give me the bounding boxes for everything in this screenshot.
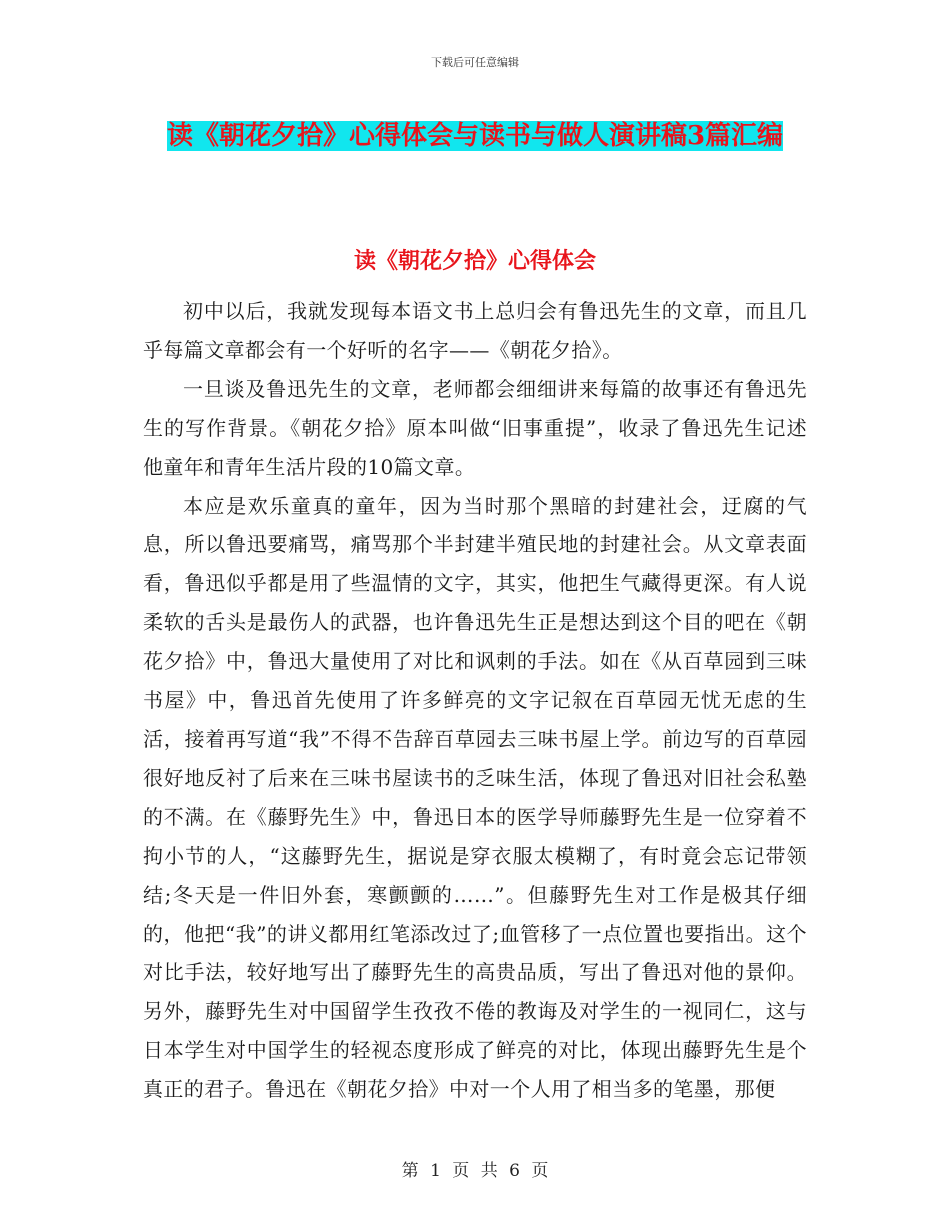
paragraph: 一旦谈及鲁迅先生的文章，老师都会细细讲来每篇的故事还有鲁迅先生的写作背景。《朝花夕拾》原本叫做“旧事重提”，收录了鲁迅先生记述他童年和青年生活片段的10篇文章。: [143, 376, 807, 479]
document-title-text: 读《朝花夕拾》心得体会与读书与做人演讲稿3篇汇编: [166, 121, 784, 151]
body-text: [143, 292, 807, 1109]
header-note: 下载后可任意编辑: [431, 56, 519, 69]
paragraph: 本应是欢乐童真的童年，因为当时那个黑暗的封建社会，迂腐的气息，所以鲁迅要痛骂，痛骂那个半封建半殖民地的封建社会。从文章表面看，鲁迅似乎都是用了些温情的文字，其实，他把生气藏得更深。有人说柔软的舌头是最伤人的武器，也许鲁迅先生正是想达到这个目的吧在《朝花夕拾》中，鲁迅大量使用了对比和讽刺的手法。如在《从百草园到三味书屋》中，鲁迅首先使用了许多鲜亮的文字记叙在百草园无忧无虑的生活，接着再写道“我”不得不告辞百草园去三味书屋上学。前边写的百草园很好地反衬了后来在三味书屋读书的乏味生活，体现了鲁迅对旧社会私塾的不满。在《藤野先生》中，鲁迅日本的医学导师藤野先生是一位穿着不拘小节的人，“这藤野先生，据说是穿衣服太模糊了，有时竟会忘记带领结;冬天是一件旧外套，寒颤颤的……”。但藤野先生对工作是极其仔细的，他把“我”的讲义都用红笔添改过了;血管移了一点位置也要指出。这个对比手法，较好地写出了藤野先生的高贵品质，写出了鲁迅对他的景仰。另外，藤野先生对中国留学生孜孜不倦的教诲及对学生的一视同仁，这与日本学生对中国学生的轻视态度形成了鲜亮的对比，体现出藤野先生是个真正的君子。鲁迅在《朝花夕拾》中对一个人用了相当多的笔墨，那便: [143, 493, 807, 1102]
paragraph: 初中以后，我就发现每本语文书上总归会有鲁迅先生的文章，而且几乎每篇文章都会有一个好听的名字——《朝花夕拾》。: [143, 299, 807, 362]
section-title: 读《朝花夕拾》心得体会: [353, 248, 596, 274]
page-number: 第 1 页 共 6 页: [401, 1161, 549, 1181]
document-title: [140, 110, 810, 162]
